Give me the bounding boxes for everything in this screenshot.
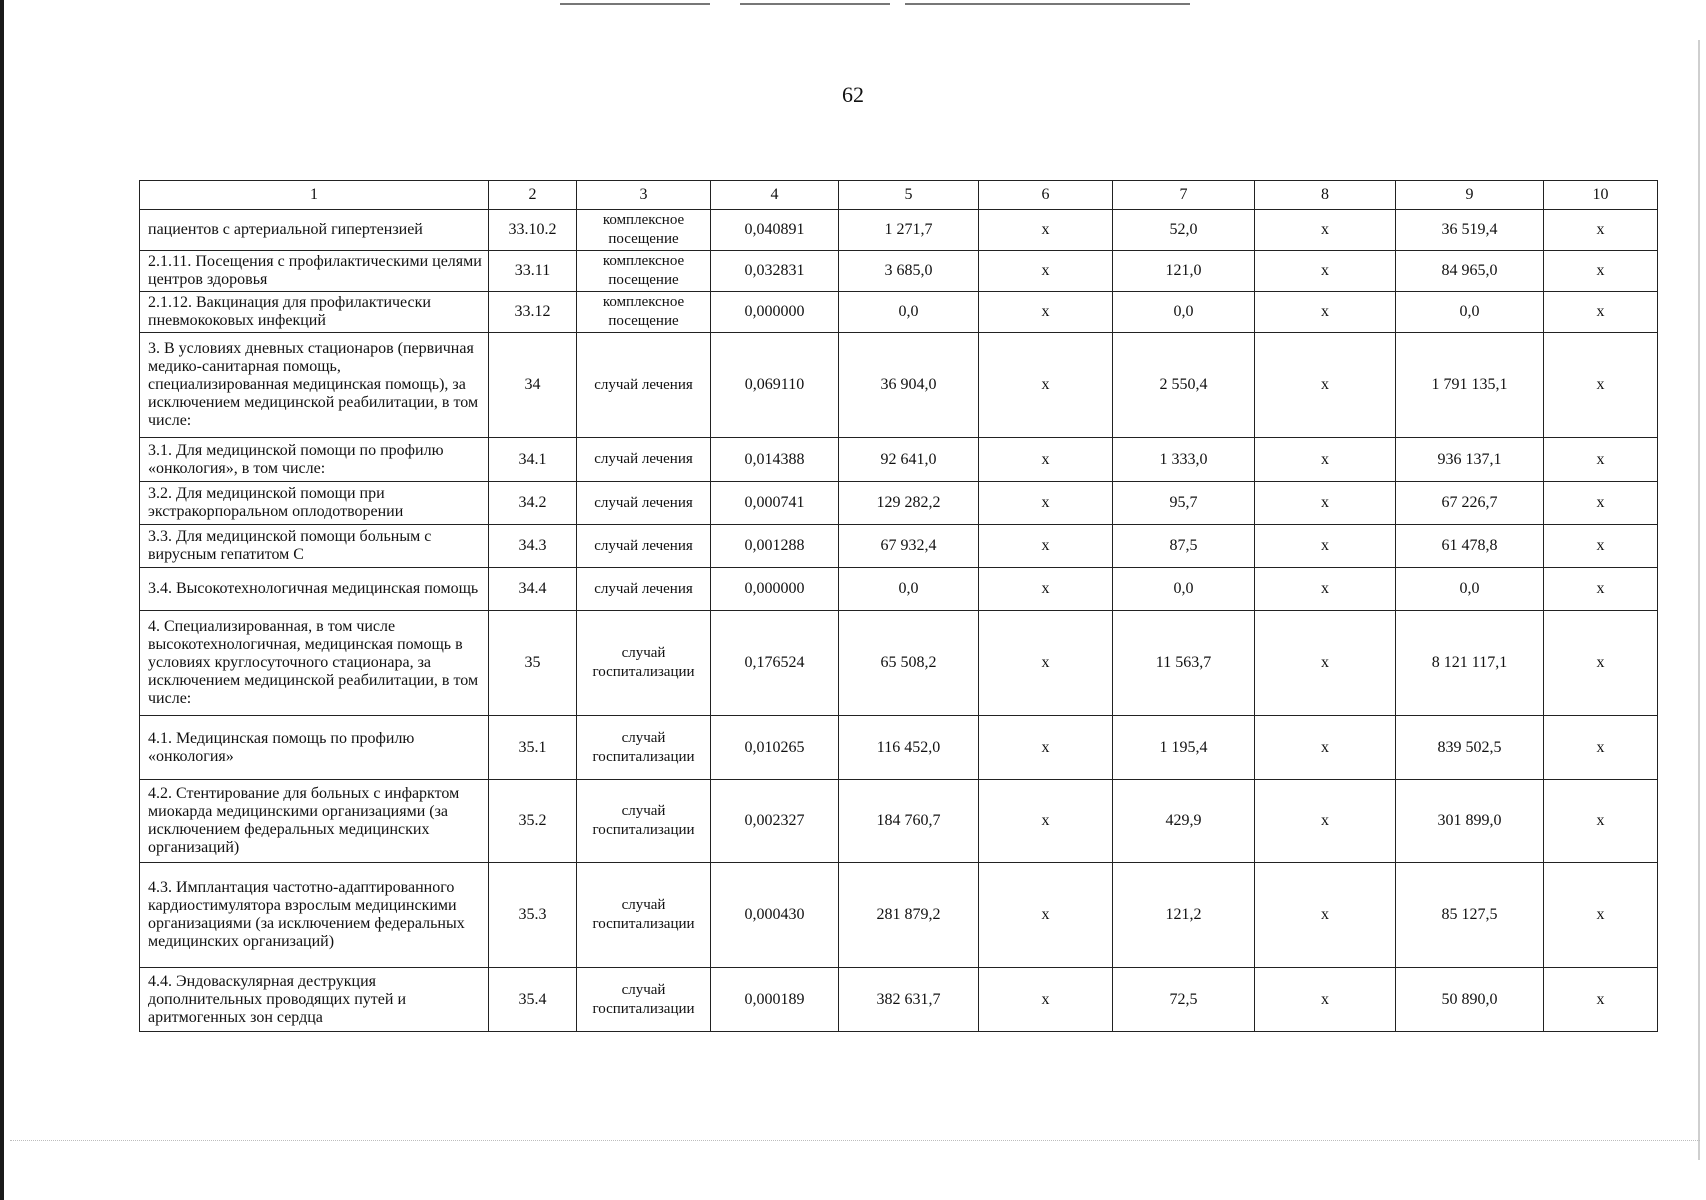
row-name: 3.1. Для медицинской помощи по профилю «онкология», в том числе: xyxy=(140,438,489,482)
row-name: 3.2. Для медицинской помощи при экстракорпоральном оплодотворении xyxy=(140,482,489,525)
row-value-8: x xyxy=(1255,863,1396,968)
row-value-10: x xyxy=(1544,568,1658,611)
row-value-8: x xyxy=(1255,968,1396,1032)
col-header: 4 xyxy=(711,181,839,210)
row-code: 33.11 xyxy=(489,251,577,292)
row-value-6: x xyxy=(979,863,1113,968)
table-row xyxy=(140,716,1658,780)
table-row xyxy=(140,863,1658,968)
col-header: 10 xyxy=(1544,181,1658,210)
row-value-7: 121,2 xyxy=(1113,863,1255,968)
row-value-5: 0,0 xyxy=(839,568,979,611)
row-code: 35.2 xyxy=(489,780,577,863)
row-value-5: 184 760,7 xyxy=(839,780,979,863)
scan-dotted-line xyxy=(10,1140,1700,1141)
col-header: 3 xyxy=(577,181,711,210)
row-value-5: 65 508,2 xyxy=(839,611,979,716)
row-value-8: x xyxy=(1255,780,1396,863)
row-value-10: x xyxy=(1544,292,1658,333)
col-header: 8 xyxy=(1255,181,1396,210)
row-value-9: 0,0 xyxy=(1396,568,1544,611)
row-value-5: 3 685,0 xyxy=(839,251,979,292)
col-header: 1 xyxy=(140,181,489,210)
row-unit: комплексное посещение xyxy=(577,292,711,333)
row-value-4: 0,040891 xyxy=(711,210,839,251)
row-name: 2.1.11. Посещения с профилактическими целями центров здоровья xyxy=(140,251,489,292)
row-name: 4.4. Эндоваскулярная деструкция дополнительных проводящих путей и аритмогенных зон сердца xyxy=(140,968,489,1032)
row-value-7: 1 195,4 xyxy=(1113,716,1255,780)
row-value-9: 8 121 117,1 xyxy=(1396,611,1544,716)
row-value-8: x xyxy=(1255,210,1396,251)
row-value-9: 85 127,5 xyxy=(1396,863,1544,968)
row-value-5: 281 879,2 xyxy=(839,863,979,968)
row-value-9: 50 890,0 xyxy=(1396,968,1544,1032)
row-name: 3.4. Высокотехнологичная медицинская помощь xyxy=(140,568,489,611)
row-code: 33.10.2 xyxy=(489,210,577,251)
row-code: 34.1 xyxy=(489,438,577,482)
row-name: 3. В условиях дневных стационаров (первичная медико-санитарная помощь, специализированная медицинская помощь), за исключением медицинской реабилитации, в том числе: xyxy=(140,333,489,438)
table-row xyxy=(140,568,1658,611)
row-value-7: 429,9 xyxy=(1113,780,1255,863)
row-value-10: x xyxy=(1544,482,1658,525)
row-value-8: x xyxy=(1255,611,1396,716)
row-value-9: 84 965,0 xyxy=(1396,251,1544,292)
row-unit: случай госпитализации xyxy=(577,863,711,968)
row-value-5: 129 282,2 xyxy=(839,482,979,525)
row-value-4: 0,014388 xyxy=(711,438,839,482)
row-value-5: 36 904,0 xyxy=(839,333,979,438)
row-value-6: x xyxy=(979,210,1113,251)
row-value-6: x xyxy=(979,251,1113,292)
row-unit: случай лечения xyxy=(577,482,711,525)
row-value-6: x xyxy=(979,780,1113,863)
row-unit: случай лечения xyxy=(577,438,711,482)
row-code: 35.4 xyxy=(489,968,577,1032)
row-code: 35 xyxy=(489,611,577,716)
row-value-7: 0,0 xyxy=(1113,568,1255,611)
row-name: 3.3. Для медицинской помощи больным с вирусным гепатитом С xyxy=(140,525,489,568)
row-code: 34 xyxy=(489,333,577,438)
row-name: 2.1.12. Вакцинация для профилактически пневмококовых инфекций xyxy=(140,292,489,333)
row-value-6: x xyxy=(979,438,1113,482)
row-unit: случай госпитализации xyxy=(577,968,711,1032)
row-value-10: x xyxy=(1544,968,1658,1032)
table-row xyxy=(140,438,1658,482)
row-value-6: x xyxy=(979,611,1113,716)
row-value-7: 1 333,0 xyxy=(1113,438,1255,482)
row-code: 34.3 xyxy=(489,525,577,568)
row-value-5: 0,0 xyxy=(839,292,979,333)
row-value-4: 0,002327 xyxy=(711,780,839,863)
table-row xyxy=(140,611,1658,716)
row-value-7: 72,5 xyxy=(1113,968,1255,1032)
row-name: 4.3. Имплантация частотно-адаптированного кардиостимулятора взрослым медицинскими организациями (за исключением федеральных медицинских организаций) xyxy=(140,863,489,968)
row-name: 4. Специализированная, в том числе высокотехнологичная, медицинская помощь в условиях круглосуточного стационара, за исключением медицинской реабилитации, в том числе: xyxy=(140,611,489,716)
row-value-10: x xyxy=(1544,611,1658,716)
table-row xyxy=(140,482,1658,525)
row-value-10: x xyxy=(1544,780,1658,863)
row-value-4: 0,000189 xyxy=(711,968,839,1032)
row-value-8: x xyxy=(1255,716,1396,780)
header-row xyxy=(140,181,1658,210)
row-value-5: 67 932,4 xyxy=(839,525,979,568)
row-value-7: 11 563,7 xyxy=(1113,611,1255,716)
row-value-8: x xyxy=(1255,292,1396,333)
row-value-8: x xyxy=(1255,525,1396,568)
row-code: 34.4 xyxy=(489,568,577,611)
row-value-4: 0,010265 xyxy=(711,716,839,780)
row-unit: случай лечения xyxy=(577,568,711,611)
row-unit: случай госпитализации xyxy=(577,716,711,780)
row-value-4: 0,000430 xyxy=(711,863,839,968)
row-value-4: 0,001288 xyxy=(711,525,839,568)
page-number: 62 xyxy=(842,82,864,107)
row-value-8: x xyxy=(1255,568,1396,611)
row-value-4: 0,000000 xyxy=(711,292,839,333)
row-value-6: x xyxy=(979,482,1113,525)
row-value-5: 92 641,0 xyxy=(839,438,979,482)
row-value-6: x xyxy=(979,525,1113,568)
row-value-9: 301 899,0 xyxy=(1396,780,1544,863)
row-value-8: x xyxy=(1255,251,1396,292)
row-code: 35.3 xyxy=(489,863,577,968)
row-code: 34.2 xyxy=(489,482,577,525)
row-unit: комплексное посещение xyxy=(577,251,711,292)
row-value-6: x xyxy=(979,568,1113,611)
row-value-6: x xyxy=(979,333,1113,438)
scan-top-line xyxy=(905,3,1190,5)
row-value-7: 0,0 xyxy=(1113,292,1255,333)
row-unit: комплексное посещение xyxy=(577,210,711,251)
col-header: 2 xyxy=(489,181,577,210)
table-row xyxy=(140,780,1658,863)
row-name: пациентов с артериальной гипертензией xyxy=(140,210,489,251)
row-value-7: 121,0 xyxy=(1113,251,1255,292)
row-value-4: 0,000000 xyxy=(711,568,839,611)
scan-edge-left xyxy=(0,0,4,1200)
table-row xyxy=(140,333,1658,438)
table-row xyxy=(140,210,1658,251)
row-value-6: x xyxy=(979,716,1113,780)
row-value-10: x xyxy=(1544,863,1658,968)
row-value-10: x xyxy=(1544,333,1658,438)
row-code: 35.1 xyxy=(489,716,577,780)
scan-edge-right xyxy=(1698,40,1700,1160)
scan-top-line xyxy=(740,3,890,5)
row-value-9: 839 502,5 xyxy=(1396,716,1544,780)
row-value-9: 61 478,8 xyxy=(1396,525,1544,568)
row-value-5: 382 631,7 xyxy=(839,968,979,1032)
row-unit: случай госпитализации xyxy=(577,780,711,863)
table-row xyxy=(140,968,1658,1032)
row-value-10: x xyxy=(1544,525,1658,568)
row-value-4: 0,069110 xyxy=(711,333,839,438)
row-value-7: 87,5 xyxy=(1113,525,1255,568)
row-value-7: 2 550,4 xyxy=(1113,333,1255,438)
col-header: 7 xyxy=(1113,181,1255,210)
row-value-10: x xyxy=(1544,438,1658,482)
row-value-4: 0,032831 xyxy=(711,251,839,292)
row-value-9: 1 791 135,1 xyxy=(1396,333,1544,438)
col-header: 9 xyxy=(1396,181,1544,210)
row-name: 4.1. Медицинская помощь по профилю «онкология» xyxy=(140,716,489,780)
data-table xyxy=(139,180,1658,1032)
row-name: 4.2. Стентирование для больных с инфарктом миокарда медицинскими организациями (за исключением федеральных медицинских организаций) xyxy=(140,780,489,863)
row-value-4: 0,176524 xyxy=(711,611,839,716)
row-value-4: 0,000741 xyxy=(711,482,839,525)
table-row xyxy=(140,292,1658,333)
row-value-9: 36 519,4 xyxy=(1396,210,1544,251)
row-value-10: x xyxy=(1544,251,1658,292)
row-value-6: x xyxy=(979,968,1113,1032)
row-unit: случай лечения xyxy=(577,333,711,438)
row-value-8: x xyxy=(1255,438,1396,482)
col-header: 5 xyxy=(839,181,979,210)
row-value-5: 1 271,7 xyxy=(839,210,979,251)
table-row xyxy=(140,251,1658,292)
row-value-10: x xyxy=(1544,716,1658,780)
row-value-7: 52,0 xyxy=(1113,210,1255,251)
row-value-6: x xyxy=(979,292,1113,333)
row-value-9: 0,0 xyxy=(1396,292,1544,333)
scan-top-line xyxy=(560,3,710,5)
row-value-7: 95,7 xyxy=(1113,482,1255,525)
row-value-9: 67 226,7 xyxy=(1396,482,1544,525)
row-code: 33.12 xyxy=(489,292,577,333)
row-value-10: x xyxy=(1544,210,1658,251)
row-value-8: x xyxy=(1255,482,1396,525)
row-value-5: 116 452,0 xyxy=(839,716,979,780)
row-value-8: x xyxy=(1255,333,1396,438)
row-unit: случай госпитализации xyxy=(577,611,711,716)
table-row xyxy=(140,525,1658,568)
row-unit: случай лечения xyxy=(577,525,711,568)
row-value-9: 936 137,1 xyxy=(1396,438,1544,482)
col-header: 6 xyxy=(979,181,1113,210)
